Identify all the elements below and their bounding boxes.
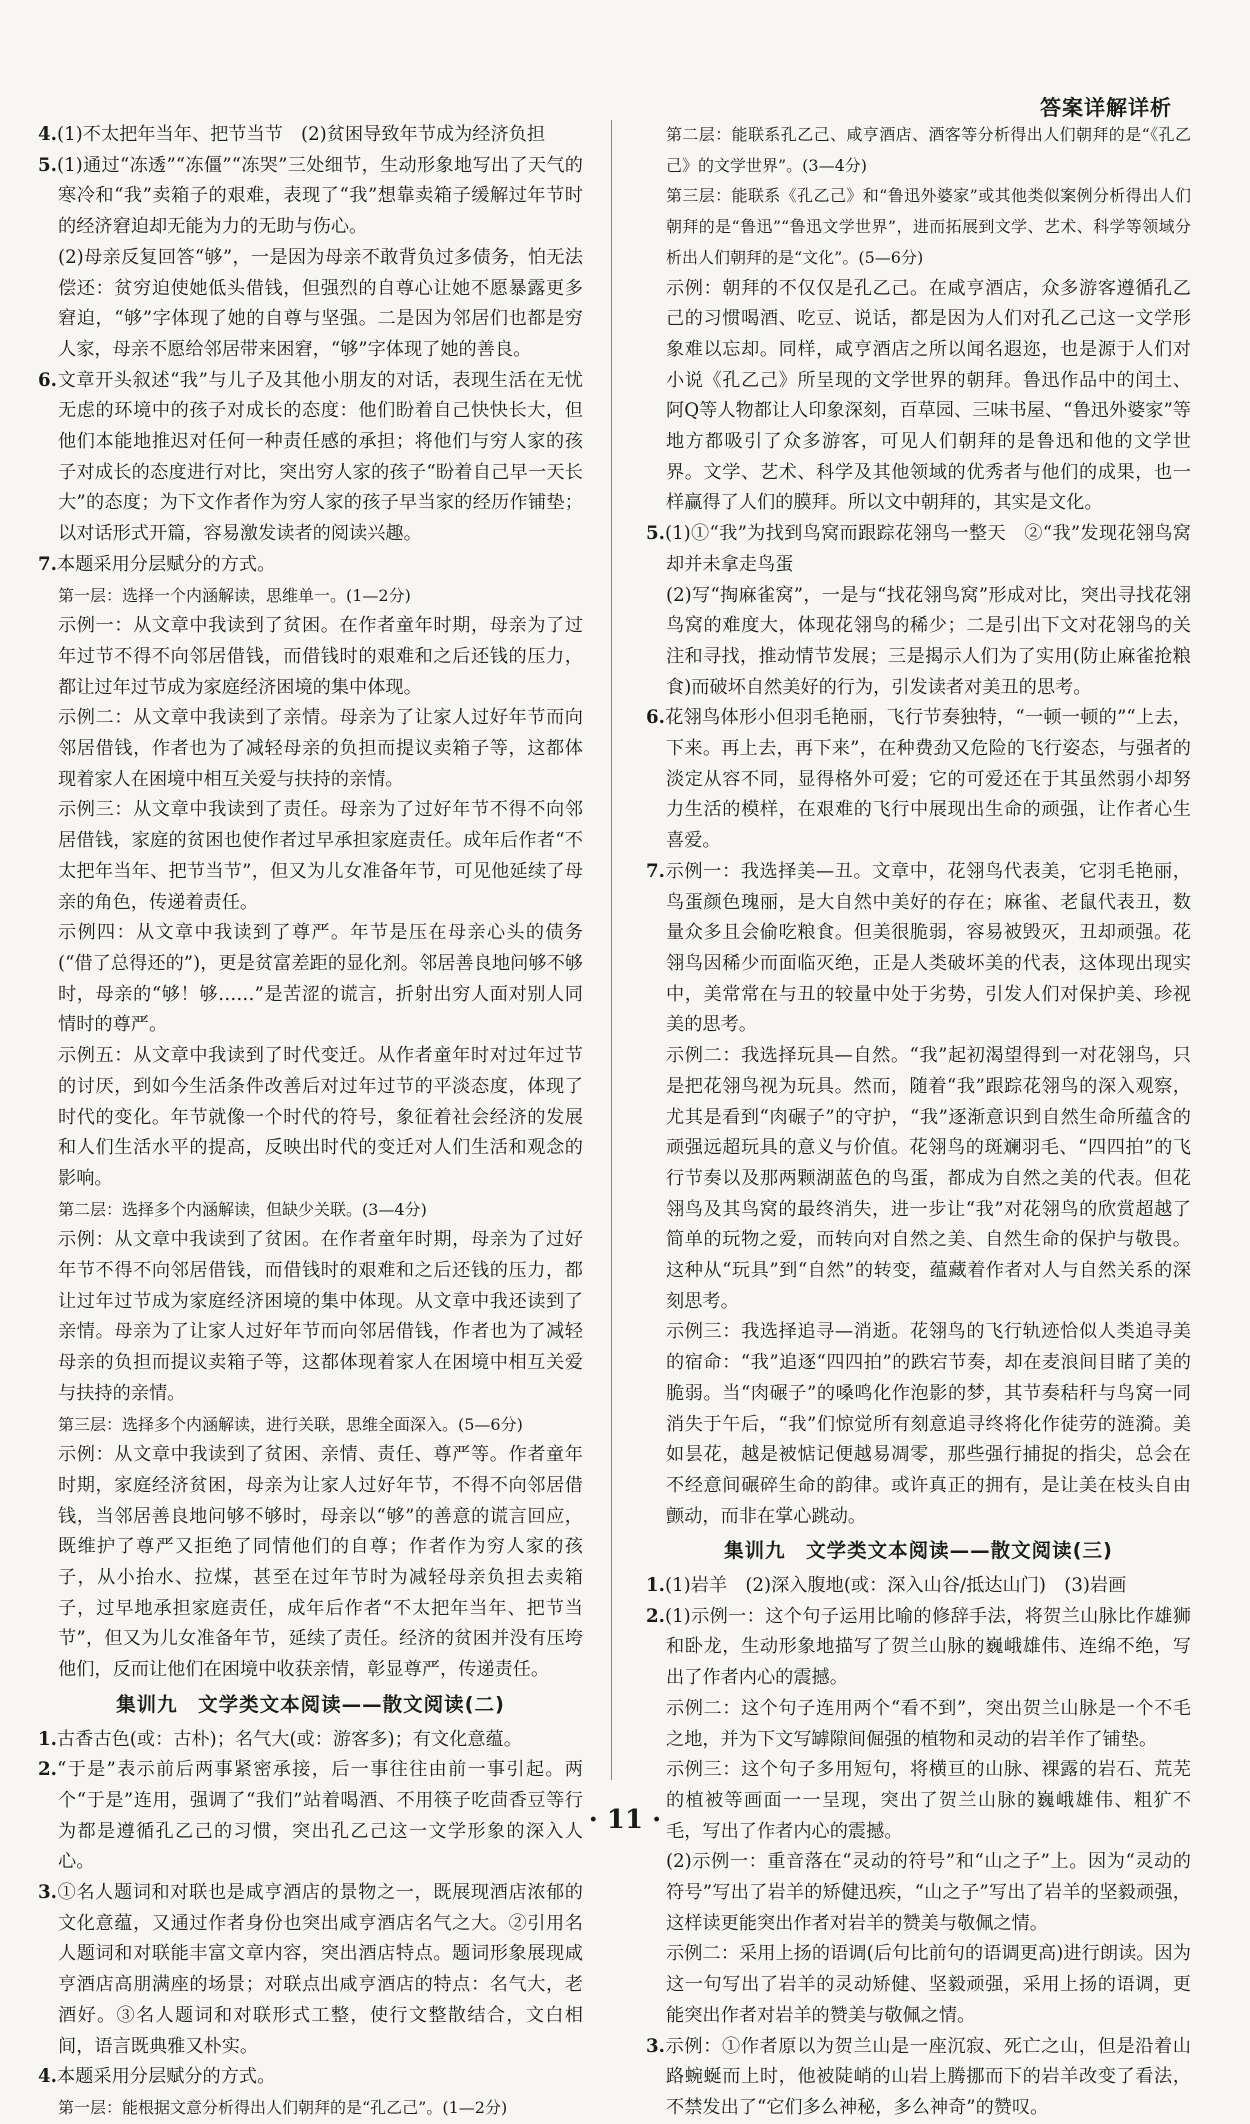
column-divider [611, 120, 612, 1780]
s2-answer-1: 1.古香古色(或：古朴)；名气大(或：游客多)；有文化意蕴。 [38, 1728, 522, 1750]
s2-answer-7: 7.示例一：我选择美—丑。文章中，花翎鸟代表美，它羽毛艳丽，鸟蛋颜色瑰丽，是大自然中美好的存在；麻雀、老鼠代表丑，数量众多且会偷吃粮食。但美很脆弱，容易被毁灭，丑却顽强。花翎鸟因稀少而面临灭绝，正是人类破坏美的代表，这体现出现实中，美常常在与丑的较量中处于劣势，引发人们对保护美、珍视美的思考。 [646, 860, 1191, 1036]
example-2: 示例二：从文章中我读到了亲情。母亲为了让家人过好年节而向邻居借钱，作者也为了减轻母亲的负担而提议卖箱子等，这都体现着家人在困境中相互关爱与扶持的亲情。 [58, 707, 583, 790]
running-header: 答案详解详析 [1040, 96, 1172, 120]
scoring-layer-1: 第一层：选择一个内涵解读，思维单一。(1—2分) [58, 585, 411, 605]
scoring-layer-3: 第三层：选择多个内涵解读，进行关联，思维全面深入。(5—6分) [58, 1414, 523, 1434]
s2-answer-2: 2.“于是”表示前后两事紧密承接，后一事往往由前一事引起。两个“于是”连用，强调了“我们”站着喝酒、不用筷子吃茴香豆等行为都是遵循孔乙己的习惯，突出孔乙己这一文学形象的深入人心。 [38, 1759, 583, 1873]
answer-6: 6.文章开头叙述“我”与儿子及其他小朋友的对话，表现生活在无忧无虑的环境中的孩子对成长的态度：他们盼着自己快快长大，但他们本能地推迟对任何一种责任感的承担；将他们与穷人家的孩子对成长的态度进行对比，突出穷人家的孩子“盼着自己早一天长大”的态度；为下文作者作为穷人家的孩子早当家的经历作铺垫；以对话形式开篇，容易激发读者的阅读兴趣。 [38, 369, 583, 545]
example-4: 示例四：从文章中我读到了尊严。年节是压在母亲心头的债务(“借了总得还的”)，更是贫富差距的显化剂。邻居善良地问够不够时，母亲的“够！够……”是苦涩的谎言，折射出穷人面对别人同情时的尊严。 [58, 922, 583, 1036]
answer-4: 4.(1)不太把年当年、把节当节 (2)贫困导致年节成为经济负担 [38, 124, 546, 145]
example-layer-3: 示例：从文章中我读到了贫困、亲情、责任、尊严等。作者童年时期，家庭经济贫困，母亲为让家人过好年节，不得不向邻居借钱，当邻居善良地问够不够时，母亲以“够”的善意的谎言回应，既维护了尊严又拒绝了同情他们的自尊；作者作为穷人家的孩子，从小抬水、拉煤，甚至在过年节时为减轻母亲负担去卖箱子，过早地承担家庭责任，成年后作者“不太把年当年、把节当节”，但又为儿女准备年节，延续了责任。经济的贫困并没有压垮他们，反而让他们在困境中收获亲情，彰显尊严，传递责任。 [58, 1444, 583, 1681]
s2-answer-6: 6.花翎鸟体形小但羽毛艳丽，飞行节奏独特，“一顿一顿的”“上去，下来。再上去，再下来”，在种费劲又危险的飞行姿态，与强者的淡定从容不同，显得格外可爱；它的可爱还在于其虽然弱小却努力生活的模样，在艰难的飞行中展现出生命的顽强，让作者心生喜爱。 [646, 707, 1191, 852]
example-1: 示例一：从文章中我读到了贫困。在作者童年时期，母亲为了过年过节不得不向邻居借钱，而借钱时的艰难和之后还钱的压力，都让过年过节成为家庭经济困境的集中体现。 [58, 615, 583, 698]
s2-scoring-layer-3: 第三层：能联系《孔乙己》和“鲁迅外婆家”或其他类似案例分析得出人们朝拜的是“鲁迅”“鲁迅文学世界”，进而拓展到文学、艺术、科学等领域分析出人们朝拜的是“文化”。(5—6分) [666, 186, 1191, 267]
answer-5-part-2: (2)母亲反复回答“够”，一是因为母亲不敢背负过多债务，怕无法偿还：贫穷迫使她低头借钱，但强烈的自尊心让她不愿暴露更多窘迫，“够”字体现了她的自尊与坚强。二是因为邻居们也都是穷人家，母亲不愿给邻居带来困窘，“够”字体现了她的善良。 [58, 246, 583, 360]
section-title-3: 集训九 文学类文本阅读——散文阅读(三) [724, 1539, 1113, 1563]
s3-answer-2-part-2-example-2: 示例二：采用上扬的语调(后句比前句的语调更高)进行朗读。因为这一句写出了岩羊的灵动矫健、坚毅顽强，采用上扬的语调，更能突出作者对岩羊的赞美与敬佩之情。 [666, 1943, 1191, 2026]
s2-answer-5: 5.(1)①“我”为找到鸟窝而跟踪花翎鸟一整天 ②“我”发现花翎鸟窝却并未拿走鸟蛋 [646, 523, 1191, 575]
s2-answer-7-example-3: 示例三：我选择追寻—消逝。花翎鸟的飞行轨迹恰似人类追寻美的宿命：“我”追逐“四四拍”的跌宕节奏，却在麦浪间目睹了美的脆弱。当“肉碾子”的嗓鸣化作泡影的梦，其节奏秸秆与鸟窝一同消失于午后，“我”们惊觉所有刻意追寻终将化作徒劳的涟漪。美如昙花，越是被惦记便越易凋零，那些强行捕捉的指尖，总会在不经意间碾碎生命的韵律。或许真正的拥有，是让美在枝头自由颤动，而非在掌心跳动。 [666, 1321, 1191, 1527]
page-number: · 11 · [588, 1805, 662, 1835]
s3-answer-2-example-2: 示例二：这个句子连用两个“看不到”，突出贺兰山脉是一个不毛之地，并为下文写罅隙间倔强的植物和灵动的岩羊作了铺垫。 [666, 1697, 1191, 1750]
example-3: 示例三：从文章中我读到了责任。母亲为了过好年节不得不向邻居借钱，家庭的贫困也使作者过早承担家庭责任。成年后作者“不太把年当年、把节当节”，但又为儿女准备年节，可见他延续了母亲的角色，传递着责任。 [58, 799, 583, 913]
s3-answer-2-part-2: (2)示例一：重音落在“灵动的符号”和“山之子”上。因为“灵动的符号”写出了岩羊的矫健迅疾，“山之子”写出了岩羊的坚毅顽强，这样读更能突出作者对岩羊的赞美与敬佩之情。 [666, 1851, 1191, 1934]
s2-answer-5-part-2: (2)写“掏麻雀窝”，一是与“找花翎鸟窝”形成对比，突出寻找花翎鸟窝的难度大，体现花翎鸟的稀少；二是引出下文对花翎鸟的关注和寻找，推动情节发展；三是揭示人们为了实用(防止麻雀抢粮食)而破坏自然美好的行为，引发读者对美丑的思考。 [666, 584, 1191, 698]
s2-scoring-layer-1: 第一层：能根据文意分析得出人们朝拜的是“孔乙己”。(1—2分) [58, 2098, 508, 2117]
s2-answer-3: 3.①名人题词和对联也是咸亨酒店的景物之一，既展现酒店浓郁的文化意蕴，又通过作者身份也突出咸亨酒店名气之大。②引用名人题词和对联能丰富文章内容，突出酒店特点。题词形象展现咸亨酒店高朋满座的场景；对联点出咸亨酒店的特点：名气大，老酒好。③名人题词和对联形式工整，使行文整散结合，文白相间，语言既典雅又朴实。 [38, 1882, 583, 2057]
answer-5: 5.(1)通过“冻透”“冻僵”“冻哭”三处细节，生动形象地写出了天气的寒冷和“我”卖箱子的艰难，表现了“我”想靠卖箱子缓解过年节时的经济窘迫却无能为力的无助与伤心。 [38, 154, 583, 238]
section-title-2: 集训九 文学类文本阅读——散文阅读(二) [116, 1692, 505, 1716]
scoring-layer-2: 第二层：选择多个内涵解读，但缺少关联。(3—4分) [58, 1199, 427, 1219]
s3-answer-2: 2.(1)示例一：这个句子运用比喻的修辞手法，将贺兰山脉比作雄狮和卧龙，生动形象地描写了贺兰山脉的巍峨雄伟、连绵不绝，写出了作者内心的震撼。 [646, 1605, 1191, 1689]
example-layer-2: 示例：从文章中我读到了贫困。在作者童年时期，母亲为了过好年节不得不向邻居借钱，而借钱时的艰难和之后还钱的压力，都让过年过节成为家庭经济困境的集中体现。从文章中我还读到了亲情。母亲为了让家人过好年节而向邻居借钱，作者也为了减轻母亲的负担而提议卖箱子等，这都体现着家人在困境中相互关爱与扶持的亲情。 [58, 1229, 583, 1404]
s2-example: 示例：朝拜的不仅仅是孔乙己。在咸亨酒店，众多游客遵循孔乙己的习惯喝酒、吃豆、说话，都是因为人们对孔乙己这一文学形象难以忘却。同样，咸亨酒店之所以闻名遐迩，也是源于人们对小说《孔乙己》所呈现的文学世界的朝拜。鲁迅作品中的闰土、阿Q等人物都让人印象深刻，百草园、三味书屋、“鲁迅外婆家”等地方都吸引了众多游客，可见人们朝拜的是鲁迅和他的文学世界。文学、艺术、科学及其他领域的优秀者与他们的成果，也一样赢得了人们的膜拜。所以文中朝拜的，其实是文化。 [666, 277, 1191, 514]
s2-answer-7-example-2: 示例二：我选择玩具—自然。“我”起初渴望得到一对花翎鸟，只是把花翎鸟视为玩具。然而，随着“我”跟踪花翎鸟的深入观察，尤其是看到“肉碾子”的守护，“我”逐渐意识到自然生命所蕴含的顽强远超玩具的意义与价值。花翎鸟的斑斓羽毛、“四四拍”的飞行节奏以及那两颗湖蓝色的鸟蛋，都成为自然之美的代表。但花翎鸟及其鸟窝的最终消失，进一步让“我”对花翎鸟的欣赏超越了简单的玩物之爱，而转向对自然之美、自然生命的保护与敬畏。这种从“玩具”到“自然”的转变，蕴藏着作者对人与自然关系的深刻思考。 [666, 1045, 1191, 1312]
example-5: 示例五：从文章中我读到了时代变迁。从作者童年时对过年过节的讨厌，到如今生活条件改善后对过年过节的平淡态度，体现了时代的变化。年节就像一个时代的符号，象征着社会经济的发展和人们生活水平的提高，反映出时代的变迁对人们生活和观念的影响。 [58, 1045, 583, 1189]
s2-scoring-layer-2: 第二层：能联系孔乙己、咸亨酒店、酒客等分析得出人们朝拜的是“《孔乙己》的文学世界”。(3—4分) [666, 125, 1191, 175]
s2-answer-4: 4.本题采用分层赋分的方式。 [38, 2066, 276, 2088]
s3-answer-3: 3.示例：①作者原以为贺兰山是一座沉寂、死亡之山，但是沿着山路蜿蜒而上时，他被陡峭的山岩上腾挪而下的岩羊改变了看法，不禁发出了“它们多么神秘，多么神奇”的赞叹。 [646, 2035, 1191, 2118]
s3-answer-1: 1.(1)岩羊 (2)深入腹地(或：深入山谷/抵达山门) (3)岩画 [646, 1575, 1127, 1597]
answer-7: 7.本题采用分层赋分的方式。 [38, 553, 276, 575]
s3-answer-2-example-3: 示例三：这个句子多用短句，将横亘的山脉、裸露的岩石、荒芜的植被等画面一一呈现，突出了贺兰山脉的巍峨雄伟、粗犷不毛，写出了作者内心的震撼。 [666, 1759, 1191, 1842]
